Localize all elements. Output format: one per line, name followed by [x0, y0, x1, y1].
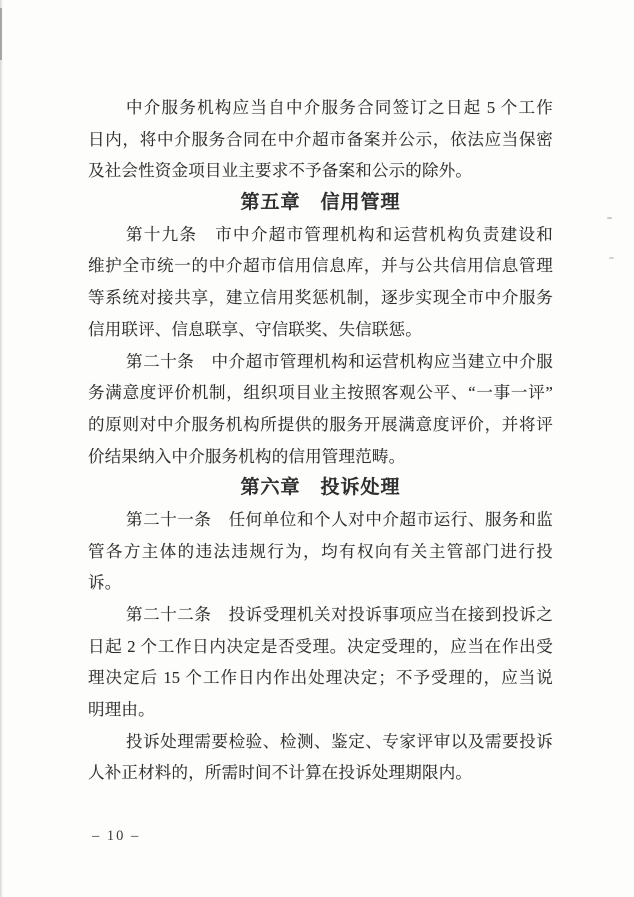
scan-edge-artifact	[0, 0, 3, 897]
text-line-article-21: 第二十一条 任何单位和个人对中介超市运行、服务和监	[126, 509, 553, 529]
text-line: 中介服务机构应当自中介服务合同签订之日起 5 个工作	[126, 98, 553, 117]
text-line: 明理由。	[88, 700, 155, 720]
text-line: 理决定后 15 个工作日内作出处理决定；不予受理的，应当说	[88, 668, 553, 688]
chapter-5-heading: 第五章 信用管理	[240, 192, 401, 214]
text-line-article-22: 第二十二条 投诉受理机关对投诉事项应当在接到投诉之	[126, 605, 553, 624]
text-line: 等系统对接共享，建立信用奖惩机制，逐步实现全市中介服务	[88, 288, 553, 308]
document-body	[88, 92, 553, 789]
text-line: 的原则对中介服务机构所提供的服务开展满意度评价，并将评	[88, 414, 553, 434]
text-line: 及社会性资金项目业主要求不予备案和公示的除外。	[88, 161, 473, 181]
text-line: 价结果纳入中介服务机构的信用管理范畴。	[88, 446, 406, 466]
page-number: – 10 –	[92, 828, 141, 844]
scan-edge-notch-artifact	[0, 8, 2, 60]
scan-speck	[607, 217, 612, 219]
text-line: 日内，将中介服务合同在中介超市备案并公示，依法应当保密	[88, 129, 553, 149]
text-line: 维护全市统一的中介超市信用信息库，并与公共信用信息管理	[88, 256, 553, 276]
text-line: 投诉处理需要检验、检测、鉴定、专家评审以及需要投诉	[126, 731, 553, 751]
text-line: 人补正材料的，所需时间不计算在投诉处理期限内。	[88, 763, 473, 783]
chapter-6-heading: 第六章 投诉处理	[240, 477, 401, 499]
scan-speck	[609, 257, 614, 259]
text-line: 管各方主体的违法违规行为，均有权向有关主管部门进行投	[88, 541, 553, 561]
text-line: 诉。	[88, 573, 122, 593]
text-line: 务满意度评价机制，组织项目业主按照客观公平、“一事一评”	[88, 383, 553, 403]
text-line: 信用联评、信息联享、守信联奖、失信联惩。	[88, 319, 422, 339]
text-line-article-20: 第二十条 中介超市管理机构和运营机构应当建立中介服	[126, 351, 553, 371]
text-line: 日起 2 个工作日内决定是否受理。决定受理的，应当在作出受	[88, 636, 553, 656]
text-line-article-19: 第十九条 市中介超市管理机构和运营机构负责建设和	[126, 224, 553, 244]
